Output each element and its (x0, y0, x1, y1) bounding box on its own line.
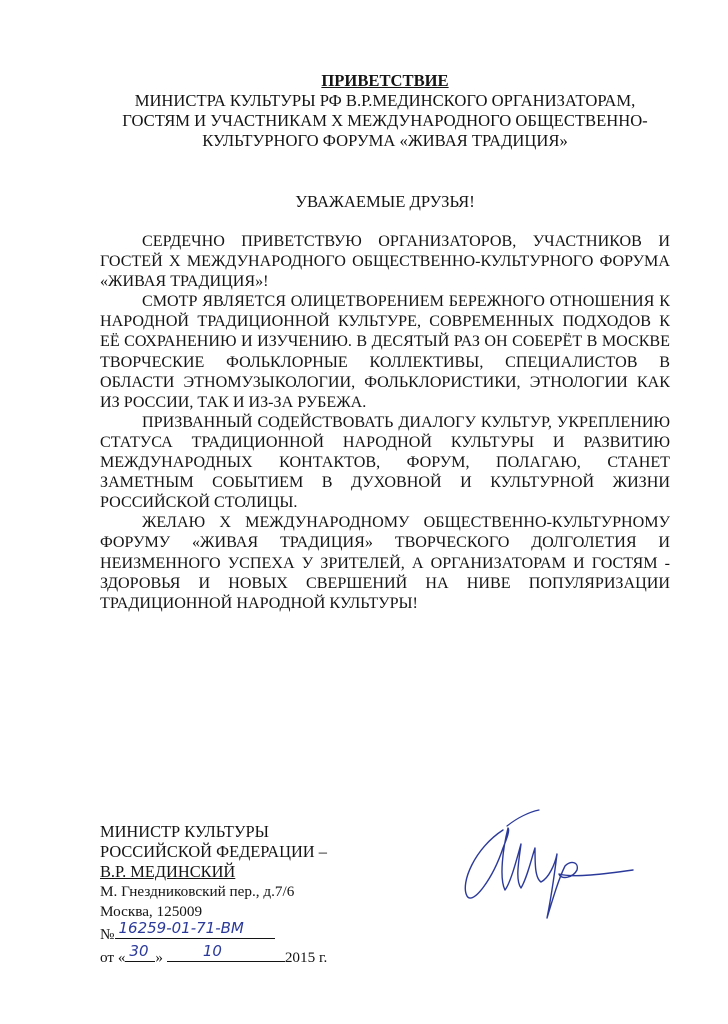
handwritten-day: 30 (129, 942, 149, 960)
number-prefix: № (100, 926, 115, 943)
handwritten-signature (455, 808, 635, 928)
number-field (115, 919, 275, 939)
day-field (125, 942, 155, 962)
signatory-name: В.Р. МЕДИНСКИЙ (100, 862, 236, 881)
address-line: Москва, 125009 (100, 903, 203, 920)
date-year: 2015 г. (284, 949, 328, 966)
title-line: ГОСТЯМ И УЧАСТНИКАМ X МЕЖДУНАРОДНОГО ОБЩЕСТВЕННО- (122, 111, 648, 130)
title-heading: ПРИВЕТСТВИЕ (321, 71, 449, 90)
title-line: МИНИСТРА КУЛЬТУРЫ РФ В.Р.МЕДИНСКОГО ОРГАНИЗАТОРАМ, (134, 91, 636, 110)
paragraph: ПРИЗВАННЫЙ СОДЕЙСТВОВАТЬ ДИАЛОГУ КУЛЬТУР, УКРЕПЛЕНИЮ СТАТУСА ТРАДИЦИОННОЙ НАРОДНОЙ КУЛЬТУРЫ И РАЗВИТИЮ МЕЖДУНАРОДНЫХ КОНТАКТОВ, ФОРУМ, ПОЛАГАЮ, СТАНЕТ ЗАМЕТНЫМ СОБЫТИЕМ В ДУХОВНОЙ И КУЛЬТУРНОЙ ЖИЗНИ РОССИЙСКОЙ СТОЛИЦЫ. (100, 413, 670, 512)
title-line: КУЛЬТУРНОГО ФОРУМА «ЖИВАЯ ТРАДИЦИЯ» (202, 131, 568, 150)
handwritten-month: 10 (202, 942, 222, 960)
date-quote: » (155, 949, 164, 966)
address-line: М. Гнездниковский пер., д.7/6 (100, 883, 295, 900)
handwritten-number: 16259-01-71-ВМ (118, 919, 244, 937)
month-field (167, 942, 285, 962)
document-title (100, 71, 670, 151)
paragraph: СМОТР ЯВЛЯЕТСЯ ОЛИЦЕТВОРЕНИЕМ БЕРЕЖНОГО ОТНОШЕНИЯ К НАРОДНОЙ ТРАДИЦИОННОЙ КУЛЬТУРЕ, СОВРЕМЕННЫХ ПОДХОДОВ К ЕЁ СОХРАНЕНИЮ И ИЗУЧЕНИЮ. В ДЕСЯТЫЙ РАЗ ОН СОБЕРЁТ В МОСКВЕ ТВОРЧЕСКИЕ ФОЛЬКЛОРНЫЕ КОЛЛЕКТИВЫ, СПЕЦИАЛИСТОВ В ОБЛАСТИ ЭТНОМУЗЫКОЛОГИИ, ФОЛЬКЛОРИСТИКИ, ЭТНОЛОГИИ КАК ИЗ РОССИИ, ТАК И ИЗ-ЗА РУБЕЖА. (100, 293, 670, 411)
signature-block (100, 822, 400, 968)
paragraph: ЖЕЛАЮ X МЕЖДУНАРОДНОМУ ОБЩЕСТВЕННО-КУЛЬТУРНОМУ ФОРУМУ «ЖИВАЯ ТРАДИЦИЯ» ТВОРЧЕСКОГО ДОЛГОЛЕТИЯ И НЕИЗМЕННОГО УСПЕХА У ЗРИТЕЛЕЙ, А ОРГАНИЗАТОРАМ И ГОСТЯМ - ЗДОРОВЬЯ И НОВЫХ СВЕРШЕНИЙ НА НИВЕ ПОПУЛЯРИЗАЦИИ ТРАДИЦИОННОЙ НАРОДНОЙ КУЛЬТУРЫ! (100, 514, 670, 612)
signatory-position: МИНИСТР КУЛЬТУРЫ (100, 822, 269, 841)
greeting: УВАЖАЕМЫЕ ДРУЗЬЯ! (295, 192, 475, 211)
letter-body (100, 232, 670, 614)
paragraph: СЕРДЕЧНО ПРИВЕТСТВУЮ ОРГАНИЗАТОРОВ, УЧАСТНИКОВ И ГОСТЕЙ X МЕЖДУНАРОДНОГО ОБЩЕСТВЕННО-КУЛЬТУРНОГО ФОРУМА «ЖИВАЯ ТРАДИЦИЯ»! (100, 233, 670, 291)
document-date (100, 942, 400, 968)
date-prefix: от « (100, 949, 126, 966)
signatory-position: РОССИЙСКОЙ ФЕДЕРАЦИИ – (100, 842, 327, 861)
